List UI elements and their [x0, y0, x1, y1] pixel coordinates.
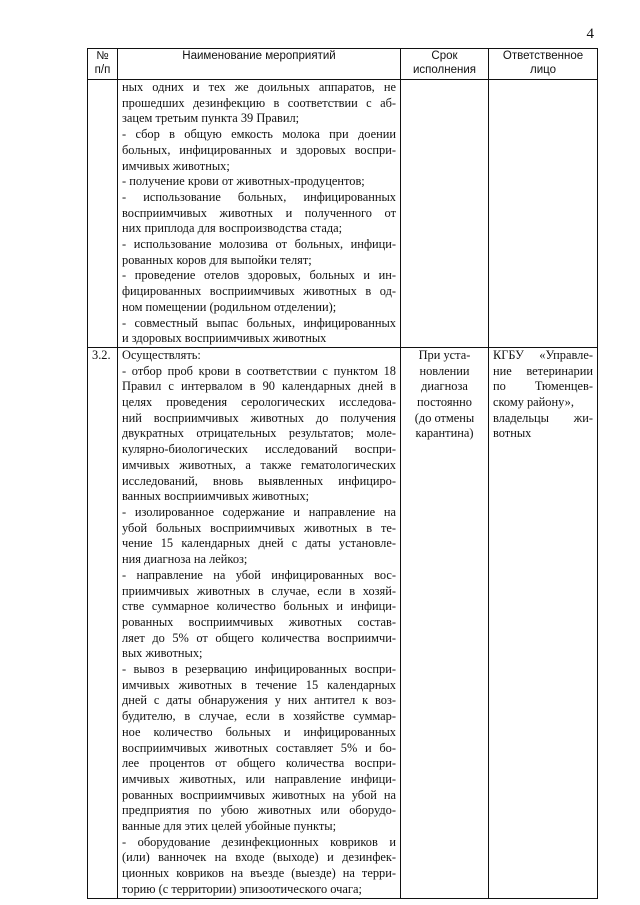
responsible-line: КГБУ «Управле- [493, 347, 593, 362]
activity-line: - использование больных, инфицированных [122, 189, 396, 204]
activity-cell [118, 80, 401, 348]
activity-line: имчивых животных; [122, 158, 230, 173]
responsible-cell [489, 80, 598, 348]
activity-line: имчивых животных, или направление инфици- [122, 771, 396, 786]
activity-line: - вывоз в резервацию инфицированных воспри- [122, 662, 396, 677]
term-line: При уста- [418, 347, 471, 362]
activity-line: - изолированное содержание и направление на [122, 504, 396, 519]
row-number [88, 80, 118, 348]
activity-line: - отбор проб крови в соответствии с пунктом 18 [122, 363, 396, 378]
activity-line: двукратных отрицательных результатов; моле- [122, 426, 396, 441]
responsible-line: по Тюменцев- [493, 379, 593, 394]
page-number: 4 [586, 26, 594, 42]
activity-line: восприимчивых животных составляет 5% и бо- [122, 740, 396, 755]
term-cell [401, 80, 489, 348]
term-line: карантина) [415, 426, 474, 441]
activity-line: имчивых животных в течение 15 календарных [122, 677, 396, 692]
activity-line: чение 15 календарных дней с даты установле- [122, 536, 396, 551]
responsible-line: владельцы жи- [493, 410, 593, 425]
activity-line: них приплода для воспроизводства стада; [122, 221, 343, 236]
responsible-line: ние ветеринарии [493, 363, 593, 378]
activity-line: - сбор в общую емкость молока при доении [122, 127, 396, 142]
activity-line: вых животных; [122, 646, 203, 661]
activity-line: восприимчивых животных и полученного от [122, 205, 396, 220]
responsible-cell [489, 347, 598, 898]
activity-line: ных одних и тех же доильных аппаратов, не [122, 80, 396, 94]
responsible-line: вотных [493, 426, 532, 441]
activity-line: предприятия по убою животных или оборудо- [122, 803, 396, 818]
activity-line: ционных ковриков на въезде (выезде) на терри- [122, 866, 396, 881]
activity-line: торию (с территории) эпизоотического очага; [122, 881, 362, 896]
activity-line: приимчивых животных в случае, если в хозяй- [122, 583, 396, 598]
header-activity: Наименование мероприятий [118, 49, 401, 80]
activity-line: ванных восприимчивых животных; [122, 489, 310, 504]
activity-line: убой больных восприимчивых животных в те- [122, 520, 396, 535]
header-responsible: Ответственное лицо [489, 49, 598, 80]
activity-line: рованных восприимчивых животных состав- [122, 614, 396, 629]
activity-line: фицированных восприимчивых животных в од- [122, 284, 396, 299]
activity-line: целях проведения серологических исследова- [122, 395, 396, 410]
activity-line: ния диагноза на лейкоз; [122, 552, 248, 567]
activity-line: стве суммарное количество больных и инфици- [122, 599, 396, 614]
term-cell [401, 347, 489, 898]
activity-line: ляет до 5% от общего количества восприимчи- [122, 630, 396, 645]
term-line: диагноза [421, 379, 468, 394]
activity-line: - оборудование дезинфекционных ковриков и [122, 834, 396, 849]
activity-line: - совместный выпас больных, инфицированных [122, 315, 396, 330]
activity-line: Осуществлять: [122, 347, 201, 362]
activity-line: имчивых животных, а также гематологических [122, 457, 396, 472]
table-header-row [88, 49, 598, 80]
responsible-line: скому району», [493, 395, 574, 410]
activity-line: рованных коров для выпойки телят; [122, 252, 312, 267]
activity-line: ное количество больных и инфицированных [122, 724, 396, 739]
activity-line: (или) ванночек на входе (выходе) и дезинфек- [122, 850, 396, 865]
activity-line: дней с даты обнаружения у них антител к воз- [122, 693, 396, 708]
activity-line: прошедших дезинфекцию в соответствии с аб- [122, 95, 396, 110]
activity-line: зацем третьим пункта 39 Правил; [122, 111, 300, 126]
activity-line: и здоровых восприимчивых животных [122, 331, 327, 346]
activity-line: - получение крови от животных-продуцентов; [122, 174, 365, 189]
activity-line: ном помещении (родильном отделении); [122, 299, 337, 314]
activity-line: - направление на убой инфицированных вос- [122, 567, 396, 582]
activity-line: исследований, вновь выявленных инфициро- [122, 473, 396, 488]
header-term: Срок исполнения [401, 49, 489, 80]
activity-line: - проведение отелов здоровых, больных и ин- [122, 268, 396, 283]
header-number: № п/п [88, 49, 118, 80]
activity-line: рованных восприимчивых животных на убой на [122, 787, 396, 802]
row-number: 3.2. [88, 347, 118, 898]
term-line: постоянно [416, 395, 472, 410]
activity-line: кулярно-биологических исследований воспри- [122, 442, 396, 457]
term-line: новлении [419, 363, 470, 378]
activity-line: лее процентов от общего количества воспри- [122, 756, 396, 771]
activity-line: Правил с интервалом в 90 календарных дней в [122, 379, 396, 394]
activity-line: - использование молозива от больных, инфици- [122, 237, 396, 252]
activity-line: будителю, в случае, если в хозяйстве суммар- [122, 709, 396, 724]
activity-line: ний восприимчивых животных до получения [122, 410, 396, 425]
activity-line: ванные для этих целей убойные пункты; [122, 819, 337, 834]
table-row [88, 347, 598, 898]
activity-cell [118, 347, 401, 898]
activity-line: больных, инфицированных и здоровых воспри- [122, 142, 396, 157]
table-row [88, 80, 598, 348]
term-line: (до отмены [414, 410, 475, 425]
measures-table [87, 48, 598, 899]
